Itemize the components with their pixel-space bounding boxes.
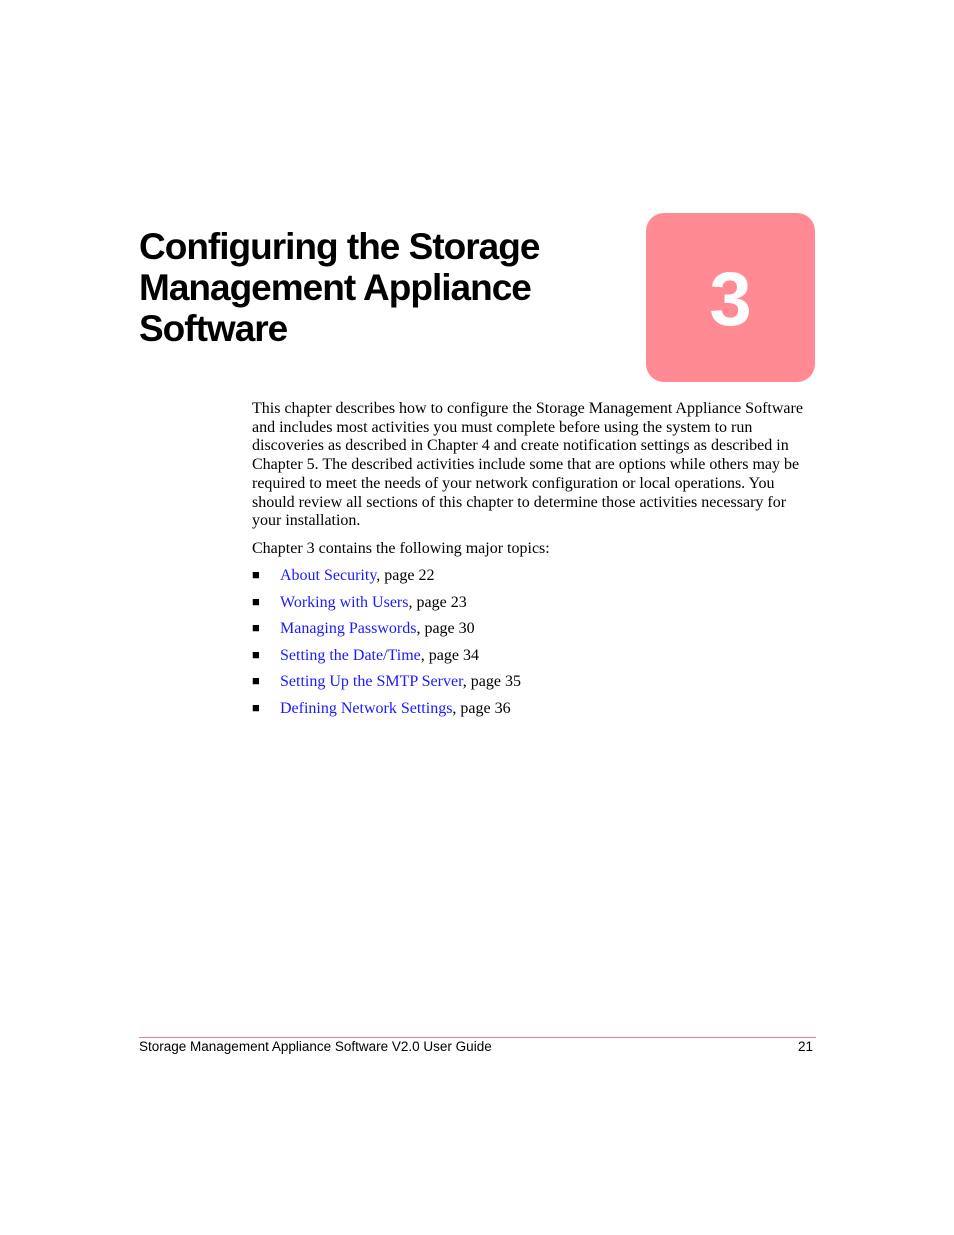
list-item [252,645,521,672]
topic-list [252,565,521,725]
topic-link-defining-network-settings[interactable]: Defining Network Settings [280,699,453,717]
list-item [252,671,521,698]
list-item [252,698,521,725]
chapter-number-tab [646,213,815,382]
page-reference: , page 30 [416,620,475,638]
footer-page-number: 21 [797,1039,813,1054]
topics-lead: Chapter 3 contains the following major topics: [252,540,550,557]
bullet-square-icon: ■ [252,567,260,582]
bullet-square-icon: ■ [252,699,260,715]
bullet-square-icon: ■ [252,593,260,609]
bullet-square-icon: ■ [252,620,260,636]
page-reference: , page 36 [452,699,511,717]
page-reference: , page 23 [408,593,467,611]
bullet-square-icon: ■ [252,673,260,689]
page-reference: , page 34 [420,646,479,664]
bullet-square-icon: ■ [252,646,260,662]
chapter-title: Configuring the Storage Management Appliance Software [139,226,540,349]
chapter-number: 3 [709,256,752,342]
footer-document-title: Storage Management Appliance Software V2.0 User Guide [139,1039,492,1054]
page-reference: , page 35 [462,673,521,691]
topic-link-setting-date-time[interactable]: Setting the Date/Time [280,646,421,664]
page-reference: , page 22 [376,567,435,584]
list-item [252,618,521,645]
topic-link-setting-up-smtp-server[interactable]: Setting Up the SMTP Server [280,673,463,691]
list-item [252,565,521,592]
intro-paragraph: This chapter describes how to configure the Storage Management Appliance Software and includes most activities you must complete before using the system to run discoveries as described in Chapter 4 and create notification settings as described in Chapter 5. The described activities include some that are options while others may be required to meet the needs of your network configuration or local operations. You should review all sections of this chapter to determine those activities necessary for your installation. [252,400,803,530]
topic-link-about-security[interactable]: About Security [280,567,377,584]
topic-link-working-with-users[interactable]: Working with Users [280,593,409,611]
topic-link-managing-passwords[interactable]: Managing Passwords [280,620,417,638]
list-item [252,592,521,619]
